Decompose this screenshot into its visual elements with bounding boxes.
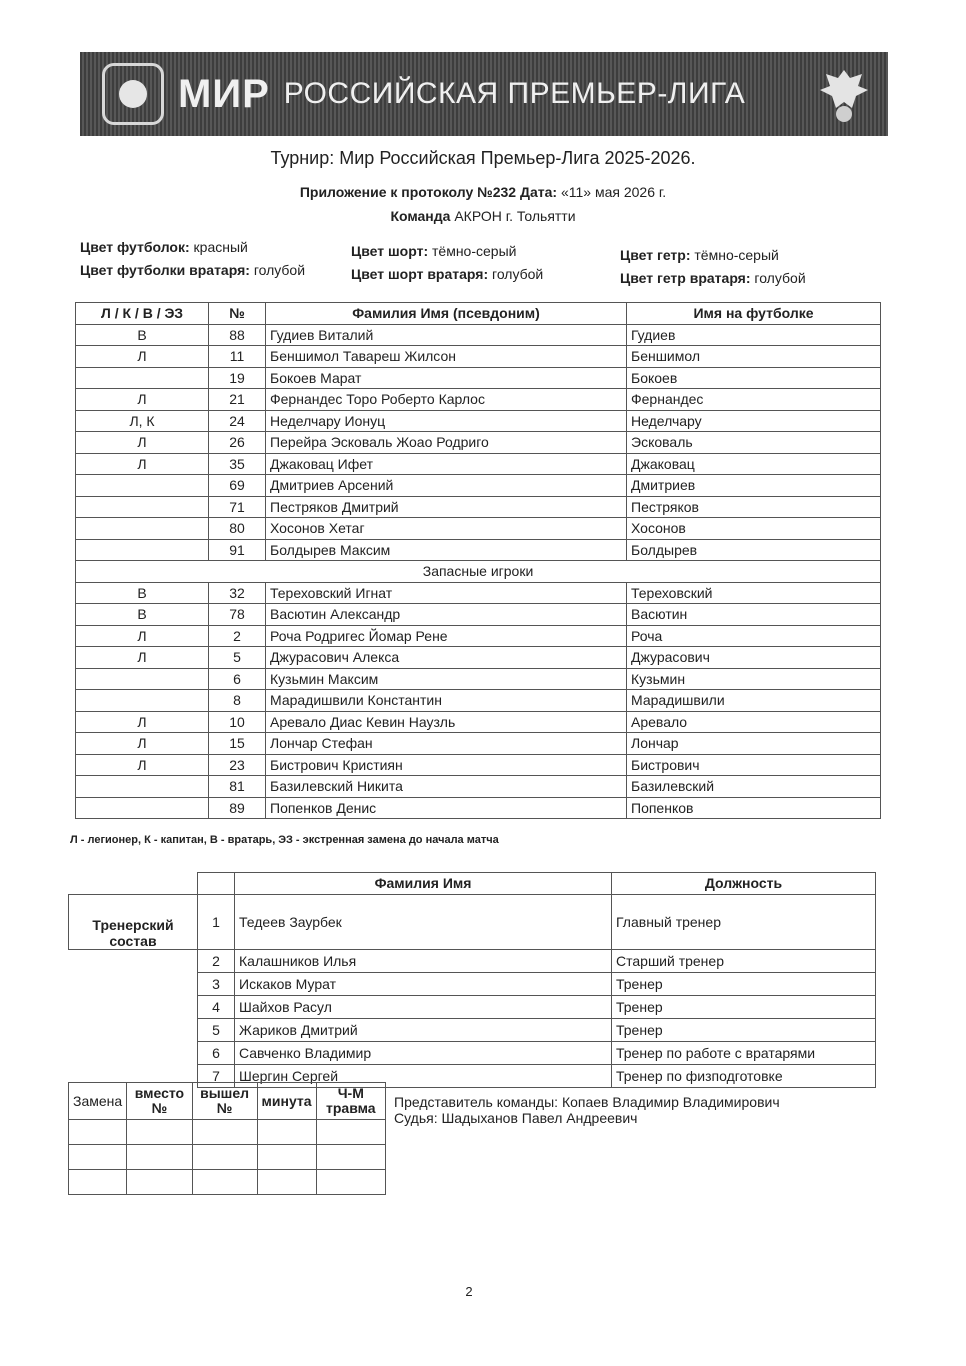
player-number: 89 <box>209 797 266 819</box>
coach-number: 6 <box>198 1041 235 1064</box>
team-representative: Представитель команды: Копаев Владимир Владимирович <box>394 1094 780 1110</box>
sub-cell <box>192 1170 257 1195</box>
kit-colors-left <box>80 236 305 282</box>
substitution-row <box>69 1145 386 1170</box>
player-shirt-name: Бистрович <box>627 754 881 776</box>
player-role: В <box>76 324 209 346</box>
coaches-spacer-cell <box>69 1041 198 1064</box>
coaches-col-role: Должность <box>612 873 876 895</box>
player-shirt-name: Попенков <box>627 797 881 819</box>
player-number: 80 <box>209 518 266 540</box>
sub-cell <box>316 1120 385 1145</box>
coach-row <box>69 894 876 949</box>
col-header-role: Л / К / В / ЭЗ <box>76 303 209 325</box>
coach-position: Тренер <box>612 1018 876 1041</box>
legend-note: Л - легионер, К - капитан, В - вратарь, ЭЗ - экстренная замена до начала матча <box>70 834 499 846</box>
sub-cell <box>316 1170 385 1195</box>
coach-position: Тренер по работе с вратарями <box>612 1041 876 1064</box>
player-number: 8 <box>209 690 266 712</box>
player-row <box>76 539 881 561</box>
player-name: Гудиев Виталий <box>266 324 627 346</box>
player-shirt-name: Васютин <box>627 604 881 626</box>
player-shirt-name: Болдырев <box>627 539 881 561</box>
subs-col-instead: вместо № <box>127 1083 192 1120</box>
subs-col-minute: минута <box>257 1083 316 1120</box>
player-shirt-name: Беншимол <box>627 346 881 368</box>
substitutions-header-row <box>69 1083 386 1120</box>
sub-cell <box>316 1145 385 1170</box>
subs-section <box>76 561 881 583</box>
coach-position: Тренер по физподготовке <box>612 1064 876 1087</box>
player-role: Л <box>76 711 209 733</box>
player-role <box>76 797 209 819</box>
subs-col-injury: Ч-М травма <box>316 1083 385 1120</box>
player-number: 19 <box>209 367 266 389</box>
league-banner <box>80 52 888 136</box>
player-role <box>76 539 209 561</box>
player-shirt-name: Гудиев <box>627 324 881 346</box>
sub-cell <box>127 1145 192 1170</box>
team-name: АКРОН г. Тольятти <box>454 208 576 224</box>
player-row <box>76 410 881 432</box>
kit-color-row <box>620 244 806 267</box>
player-name: Джаковац Ифет <box>266 453 627 475</box>
player-shirt-name: Кузьмин <box>627 668 881 690</box>
player-number: 71 <box>209 496 266 518</box>
coach-name: Искаков Мурат <box>235 972 612 995</box>
coach-position: Главный тренер <box>612 894 876 949</box>
coaches-header-row <box>69 873 876 895</box>
kit-label: Цвет футболки вратаря: <box>80 262 250 278</box>
officials-block <box>394 1094 780 1126</box>
player-row <box>76 496 881 518</box>
kit-value: голубой <box>492 266 544 282</box>
player-row <box>76 475 881 497</box>
player-shirt-name: Марадишвили <box>627 690 881 712</box>
team-line <box>0 208 966 224</box>
player-role: В <box>76 604 209 626</box>
player-number: 32 <box>209 582 266 604</box>
substitution-row <box>69 1120 386 1145</box>
kit-color-row <box>80 236 305 259</box>
player-shirt-name: Эсковаль <box>627 432 881 454</box>
coach-position: Тренер <box>612 972 876 995</box>
sub-cell <box>69 1145 127 1170</box>
player-shirt-name: Джаковац <box>627 453 881 475</box>
player-number: 11 <box>209 346 266 368</box>
player-number: 88 <box>209 324 266 346</box>
col-header-name: Фамилия Имя (псевдоним) <box>266 303 627 325</box>
protocol-date: «11» мая 2026 г. <box>560 184 667 200</box>
col-header-shirt: Имя на футболке <box>627 303 881 325</box>
coach-number: 2 <box>198 949 235 972</box>
player-name: Аревало Диас Кевин Наузль <box>266 711 627 733</box>
kit-label: Цвет гетр: <box>620 247 691 263</box>
coach-name: Савченко Владимир <box>235 1041 612 1064</box>
player-number: 81 <box>209 776 266 798</box>
player-role <box>76 367 209 389</box>
player-role: Л, К <box>76 410 209 432</box>
player-row <box>76 690 881 712</box>
team-label: Команда <box>390 208 451 224</box>
coaches-group-label: Тренерский состав <box>69 894 198 949</box>
player-row <box>76 711 881 733</box>
kit-value: красный <box>193 239 248 255</box>
player-name: Марадишвили Константин <box>266 690 627 712</box>
player-name: Кузьмин Максим <box>266 668 627 690</box>
substitutions-table <box>68 1082 386 1195</box>
bear-logo-icon <box>102 63 164 125</box>
player-name: Пестряков Дмитрий <box>266 496 627 518</box>
kit-label: Цвет шорт вратаря: <box>351 266 489 282</box>
player-shirt-name: Джурасович <box>627 647 881 669</box>
player-row <box>76 367 881 389</box>
subs-col-sub: Замена <box>69 1083 127 1120</box>
sub-cell <box>192 1120 257 1145</box>
player-name: Васютин Александр <box>266 604 627 626</box>
page-number: 2 <box>465 1284 473 1299</box>
player-shirt-name: Неделчару <box>627 410 881 432</box>
player-number: 69 <box>209 475 266 497</box>
sub-cell <box>69 1170 127 1195</box>
player-shirt-name: Фернандес <box>627 389 881 411</box>
coaches-num-header <box>198 873 235 895</box>
kit-label: Цвет гетр вратаря: <box>620 270 751 286</box>
kit-color-row <box>351 263 543 286</box>
player-row <box>76 432 881 454</box>
coach-row <box>69 972 876 995</box>
player-shirt-name: Аревало <box>627 711 881 733</box>
player-role: Л <box>76 625 209 647</box>
sub-cell <box>257 1170 316 1195</box>
kit-colors-middle <box>351 240 543 286</box>
coach-row <box>69 949 876 972</box>
sub-cell <box>257 1120 316 1145</box>
player-row <box>76 604 881 626</box>
player-number: 2 <box>209 625 266 647</box>
coach-position: Тренер <box>612 995 876 1018</box>
kit-label: Цвет футболок: <box>80 239 190 255</box>
player-number: 24 <box>209 410 266 432</box>
player-role: Л <box>76 733 209 755</box>
player-name: Джурасович Алекса <box>266 647 627 669</box>
subs-heading-row <box>76 561 881 583</box>
coach-number: 3 <box>198 972 235 995</box>
coaches-spacer-cell <box>69 1018 198 1041</box>
player-name: Беншимол Тавареш Жилсон <box>266 346 627 368</box>
player-row <box>76 776 881 798</box>
sub-cell <box>127 1120 192 1145</box>
sub-cell <box>69 1120 127 1145</box>
player-role: Л <box>76 453 209 475</box>
coaches-col-name: Фамилия Имя <box>235 873 612 895</box>
subs-heading: Запасные игроки <box>76 561 881 583</box>
player-number: 21 <box>209 389 266 411</box>
players-table <box>75 302 881 819</box>
coach-row <box>69 1041 876 1064</box>
player-role <box>76 475 209 497</box>
coach-number: 5 <box>198 1018 235 1041</box>
player-shirt-name: Базилевский <box>627 776 881 798</box>
player-shirt-name: Пестряков <box>627 496 881 518</box>
sub-cell <box>257 1145 316 1170</box>
sub-cell <box>192 1145 257 1170</box>
player-number: 15 <box>209 733 266 755</box>
player-row <box>76 582 881 604</box>
player-role: Л <box>76 754 209 776</box>
player-shirt-name: Бокоев <box>627 367 881 389</box>
player-name: Фернандес Торо Роберто Карлос <box>266 389 627 411</box>
player-role <box>76 518 209 540</box>
kit-color-row <box>620 267 806 290</box>
player-row <box>76 453 881 475</box>
coach-name: Шергин Сергей <box>235 1064 612 1087</box>
kit-value: голубой <box>253 262 306 278</box>
coach-position: Старший тренер <box>612 949 876 972</box>
player-row <box>76 389 881 411</box>
player-name: Перейра Эсковаль Жоао Родриго <box>266 432 627 454</box>
substitutes-body <box>76 582 881 819</box>
player-shirt-name: Лончар <box>627 733 881 755</box>
banner-league: РОССИЙСКАЯ ПРЕМЬЕР-ЛИГА <box>283 77 746 110</box>
player-number: 26 <box>209 432 266 454</box>
coach-row <box>69 995 876 1018</box>
coaches-spacer-cell <box>69 972 198 995</box>
coach-name: Тедеев Заурбек <box>235 894 612 949</box>
player-role <box>76 776 209 798</box>
coach-name: Жариков Дмитрий <box>235 1018 612 1041</box>
player-role: Л <box>76 647 209 669</box>
players-header-row <box>76 303 881 325</box>
kit-value: голубой <box>754 270 806 286</box>
player-role <box>76 668 209 690</box>
player-name: Роча Родригес Йомар Рене <box>266 625 627 647</box>
eagle-emblem-icon <box>816 64 872 124</box>
player-role <box>76 496 209 518</box>
player-row <box>76 324 881 346</box>
player-row <box>76 797 881 819</box>
player-role: Л <box>76 432 209 454</box>
coaches-blank-cell <box>69 873 198 895</box>
coaches-body <box>69 894 876 1087</box>
kit-label: Цвет шорт: <box>351 243 429 259</box>
player-row <box>76 668 881 690</box>
player-name: Попенков Денис <box>266 797 627 819</box>
coach-number: 4 <box>198 995 235 1018</box>
player-number: 6 <box>209 668 266 690</box>
starters-body <box>76 324 881 561</box>
kit-color-row <box>351 240 543 263</box>
col-header-number: № <box>209 303 266 325</box>
player-shirt-name: Тереховский <box>627 582 881 604</box>
player-name: Бокоев Марат <box>266 367 627 389</box>
player-number: 91 <box>209 539 266 561</box>
player-number: 23 <box>209 754 266 776</box>
player-name: Дмитриев Арсений <box>266 475 627 497</box>
coach-number: 7 <box>198 1064 235 1087</box>
coaches-spacer-cell <box>69 949 198 972</box>
player-shirt-name: Хосонов <box>627 518 881 540</box>
coach-row <box>69 1018 876 1041</box>
banner-brand: МИР <box>178 71 270 116</box>
player-row <box>76 625 881 647</box>
player-name: Болдырев Максим <box>266 539 627 561</box>
player-name: Базилевский Никита <box>266 776 627 798</box>
coach-name: Калашников Илья <box>235 949 612 972</box>
coach-number: 1 <box>198 894 235 949</box>
player-row <box>76 754 881 776</box>
player-name: Бистрович Кристиян <box>266 754 627 776</box>
sub-cell <box>127 1170 192 1195</box>
kit-colors-right <box>620 244 806 290</box>
coach-name: Шайхов Расул <box>235 995 612 1018</box>
tournament-title: Турнир: Мир Российская Премьер-Лига 2025-2026. <box>270 148 696 168</box>
player-shirt-name: Роча <box>627 625 881 647</box>
referee: Судья: Шадыханов Павел Андреевич <box>394 1110 638 1126</box>
kit-value: тёмно-серый <box>694 247 779 263</box>
substitution-row <box>69 1170 386 1195</box>
kit-value: тёмно-серый <box>432 243 517 259</box>
player-name: Тереховский Игнат <box>266 582 627 604</box>
coaches-table <box>68 872 876 1088</box>
player-row <box>76 346 881 368</box>
protocol-prefix: Приложение к протоколу №232 Дата: <box>299 184 558 200</box>
coaches-spacer-cell <box>69 995 198 1018</box>
player-number: 5 <box>209 647 266 669</box>
player-name: Лончар Стефан <box>266 733 627 755</box>
player-role <box>76 690 209 712</box>
player-shirt-name: Дмитриев <box>627 475 881 497</box>
player-role: В <box>76 582 209 604</box>
player-number: 10 <box>209 711 266 733</box>
player-row <box>76 518 881 540</box>
subs-col-in: вышел № <box>192 1083 257 1120</box>
player-role: Л <box>76 389 209 411</box>
player-number: 78 <box>209 604 266 626</box>
player-name: Хосонов Хетаг <box>266 518 627 540</box>
protocol-line <box>0 184 966 200</box>
player-name: Неделчару Ионуц <box>266 410 627 432</box>
player-row <box>76 647 881 669</box>
player-role: Л <box>76 346 209 368</box>
player-row <box>76 733 881 755</box>
kit-color-row <box>80 259 305 282</box>
player-number: 35 <box>209 453 266 475</box>
